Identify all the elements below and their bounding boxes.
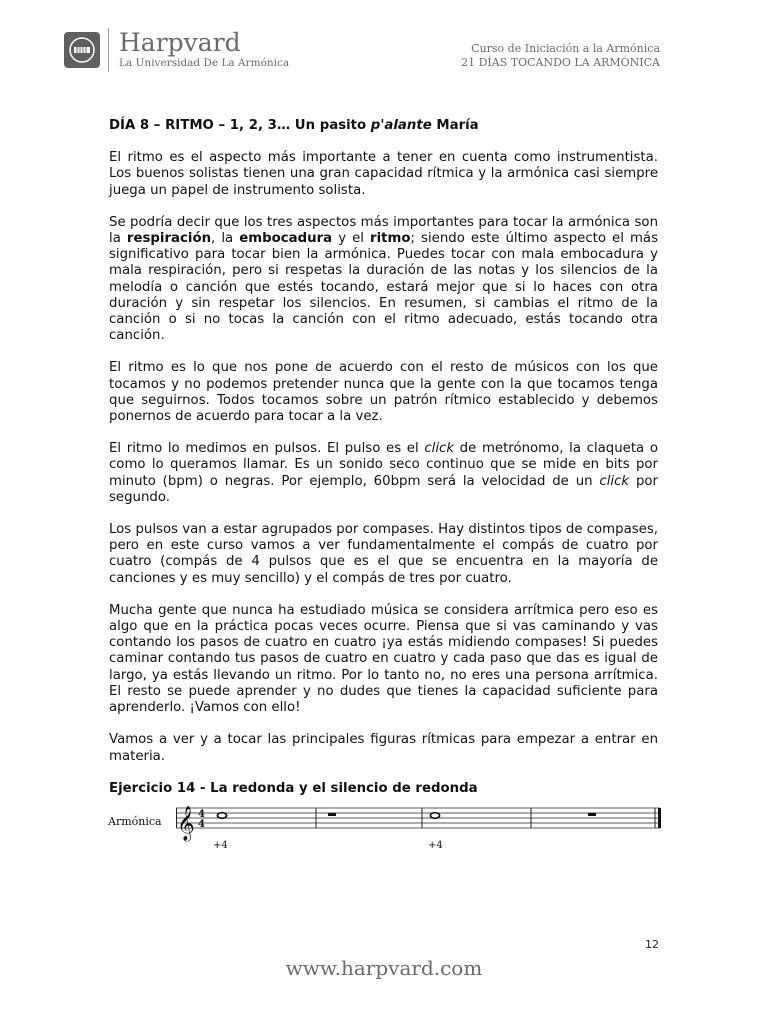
brand-subtitle: La Universidad De La Armónica [119, 57, 290, 69]
whole-note-2 [430, 813, 439, 819]
paragraph-7: Vamos a ver y a tocar las principales figuras rítmicas para empezar a entrar en materia. [109, 732, 658, 764]
course-title: Curso de Iniciación a la Armónica [471, 42, 660, 55]
term-click-2: click [599, 473, 630, 489]
section-title-italic: p'alante [370, 118, 432, 133]
footer-url[interactable]: www.harpvard.com [285, 956, 483, 980]
time-signature-bottom: 4 [198, 819, 205, 830]
paragraph-2 [109, 215, 658, 345]
paragraph-3: El ritmo es lo que nos pone de acuerdo con el resto de músicos con los que tocamos y no podemos pretender nunca que la gente con la que tocamos tenga que seguirnos. Todos tocamos sobre un patrón rítmico establecido y debemos ponernos de acuerdo para tocar a la vez. [109, 360, 658, 425]
final-barline-thick [658, 808, 661, 828]
term-embocadura: embocadura [239, 231, 333, 247]
instrument-label: Armónica [108, 815, 162, 828]
paragraph-4-text-e: por segundo. [109, 473, 659, 505]
section-title-prefix: DÍA 8 – RITMO – 1, 2, 3… Un pasito [109, 118, 371, 133]
section-title-suffix: María [431, 118, 479, 133]
treble-clef-icon: 𝄞 [177, 806, 195, 841]
paragraph-1: El ritmo es el aspecto más importante a tener en cuenta como instrumentista. Los buenos solistas tienen una gran capacidad rítmica y la armónica casi siempre juega un papel de instrumento solista. [109, 150, 658, 198]
paragraph-4 [109, 441, 658, 506]
page-header [64, 28, 660, 72]
music-staff [108, 800, 664, 864]
paragraph-4-text-c: de metrónomo, la claqueta o como lo queramos llamar. Es un sonido seco continuo que se mide en bits por minuto (bpm) o negras. Por ejemplo, 60bpm será la velocidad de un [109, 441, 658, 489]
page-number: 12 [645, 938, 659, 951]
term-respiracion: respiración [126, 231, 212, 247]
course-subtitle: 21 DÍAS TOCANDO LA ARMÓNICA [461, 56, 660, 69]
header-divider [108, 28, 109, 72]
exercise-title: Ejercicio 14 - La redonda y el silencio de redonda [109, 780, 478, 796]
term-click: click [424, 441, 455, 457]
whole-rest-2 [588, 813, 596, 816]
paragraph-6: Mucha gente que nunca ha estudiado música se considera arrítmica pero eso es algo que en la práctica pocas veces ocurre. Piensa que si vas caminando y vas contando los pasos de cuatro en cuatro ¡ya estás midiendo compases! Si puedes caminar contando tus pasos de cuatro en cuatro y cada paso que das es igual de largo, ya estás llevando un ritmo. Por lo tanto no, no eres una persona arrítmica. El resto se puede aprender y no dudes que tienes la capacidad suficiente para aprenderlo. ¡Vamos con ello! [109, 602, 658, 716]
hole-label-1: +4 [213, 840, 228, 851]
term-ritmo: ritmo [370, 231, 411, 247]
paragraph-2-text-g: ; siendo este último aspecto el más significativo para tocar bien la armónica. Puedes tocar con mala embocadura y mala respiración, pero si respetas la duración de las notas y los silencios de la melodía o canción que estés tocando, estará mejor que si lo haces con otra duración y sin respetar los silencios. En resumen, si cambias el ritmo de la canción o si no tocas la canción con el ritmo adecuado, estás tocando otra canción. [109, 231, 658, 344]
brand-name: Harpvard [119, 28, 241, 57]
paragraph-2-text-e: y el [332, 231, 371, 247]
paragraph-5: Los pulsos van a estar agrupados por compases. Hay distintos tipos de compases, pero en este curso vamos a ver fundamentalmente el compás de cuatro por cuatro (compás de 4 pulsos que es el que se encuentra en la mayoría de canciones y es muy sencillo) y el compás de tres por cuatro. [109, 522, 658, 586]
document-body [109, 118, 658, 797]
paragraph-4-text-a: El ritmo lo medimos en pulsos. El pulso es el [109, 441, 425, 457]
hole-label-2: +4 [428, 840, 443, 851]
paragraph-2-text-a: Se podría decir que los tres aspectos más importantes para tocar la armónica son la [109, 214, 658, 247]
whole-rest-1 [328, 813, 336, 816]
time-signature-top: 4 [198, 809, 205, 820]
harmonica-crest-icon [64, 32, 100, 68]
staff-notation [176, 800, 662, 844]
whole-note-1 [217, 813, 226, 819]
paragraph-2-text-c: , la [211, 231, 240, 247]
section-title [109, 118, 658, 134]
